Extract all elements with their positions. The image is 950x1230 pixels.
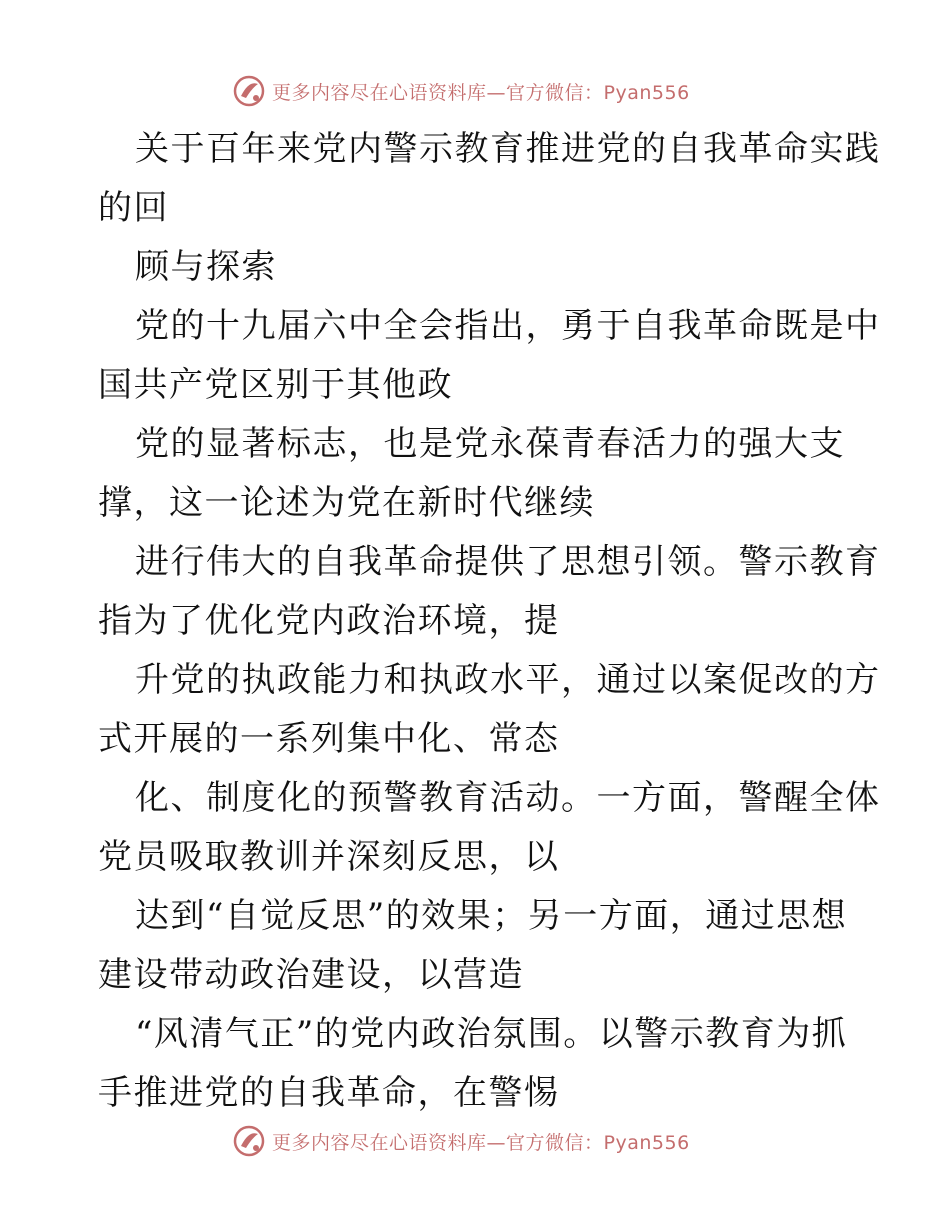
text-line: 撑，这一论述为党在新时代继续	[98, 483, 595, 523]
brand-logo-icon	[232, 1124, 266, 1158]
text-line: 国共产党区别于其他政	[98, 365, 453, 405]
text-line: 党的十九届六中全会指出，勇于自我革命既是中	[135, 306, 881, 346]
brand-logo-icon	[232, 74, 266, 108]
text-line: 手推进党的自我革命，在警惕	[98, 1073, 560, 1113]
text-line: 顾与探索	[135, 247, 277, 287]
text-line: 党的显著标志，也是党永葆青春活力的强大支	[135, 424, 845, 464]
document-body	[98, 120, 881, 1123]
watermark-text: 更多内容尽在心语资料库—官方微信：Pyan556	[272, 81, 690, 104]
text-line: 化、制度化的预警教育活动。一方面，警醒全体	[135, 778, 881, 818]
text-line: 党员吸取教训并深刻反思，以	[98, 837, 560, 877]
text-line: “风清气正”的党内政治氛围。以警示教育为抓	[135, 1014, 848, 1054]
footer-watermark	[232, 1121, 690, 1161]
text-line: 进行伟大的自我革命提供了思想引领。警示教育	[135, 542, 881, 582]
text-line: 升党的执政能力和执政水平，通过以案促改的方	[135, 660, 881, 700]
text-line: 式开展的一系列集中化、常态	[98, 719, 560, 759]
text-line: 的回	[98, 188, 169, 228]
text-line: 指为了优化党内政治环境，提	[98, 601, 560, 641]
header-watermark	[232, 71, 690, 111]
text-line: 达到“自觉反思”的效果；另一方面，通过思想	[135, 896, 848, 936]
text-line: 关于百年来党内警示教育推进党的自我革命实践	[135, 129, 881, 169]
watermark-text: 更多内容尽在心语资料库—官方微信：Pyan556	[272, 1131, 690, 1154]
text-line: 建设带动政治建设，以营造	[98, 955, 524, 995]
